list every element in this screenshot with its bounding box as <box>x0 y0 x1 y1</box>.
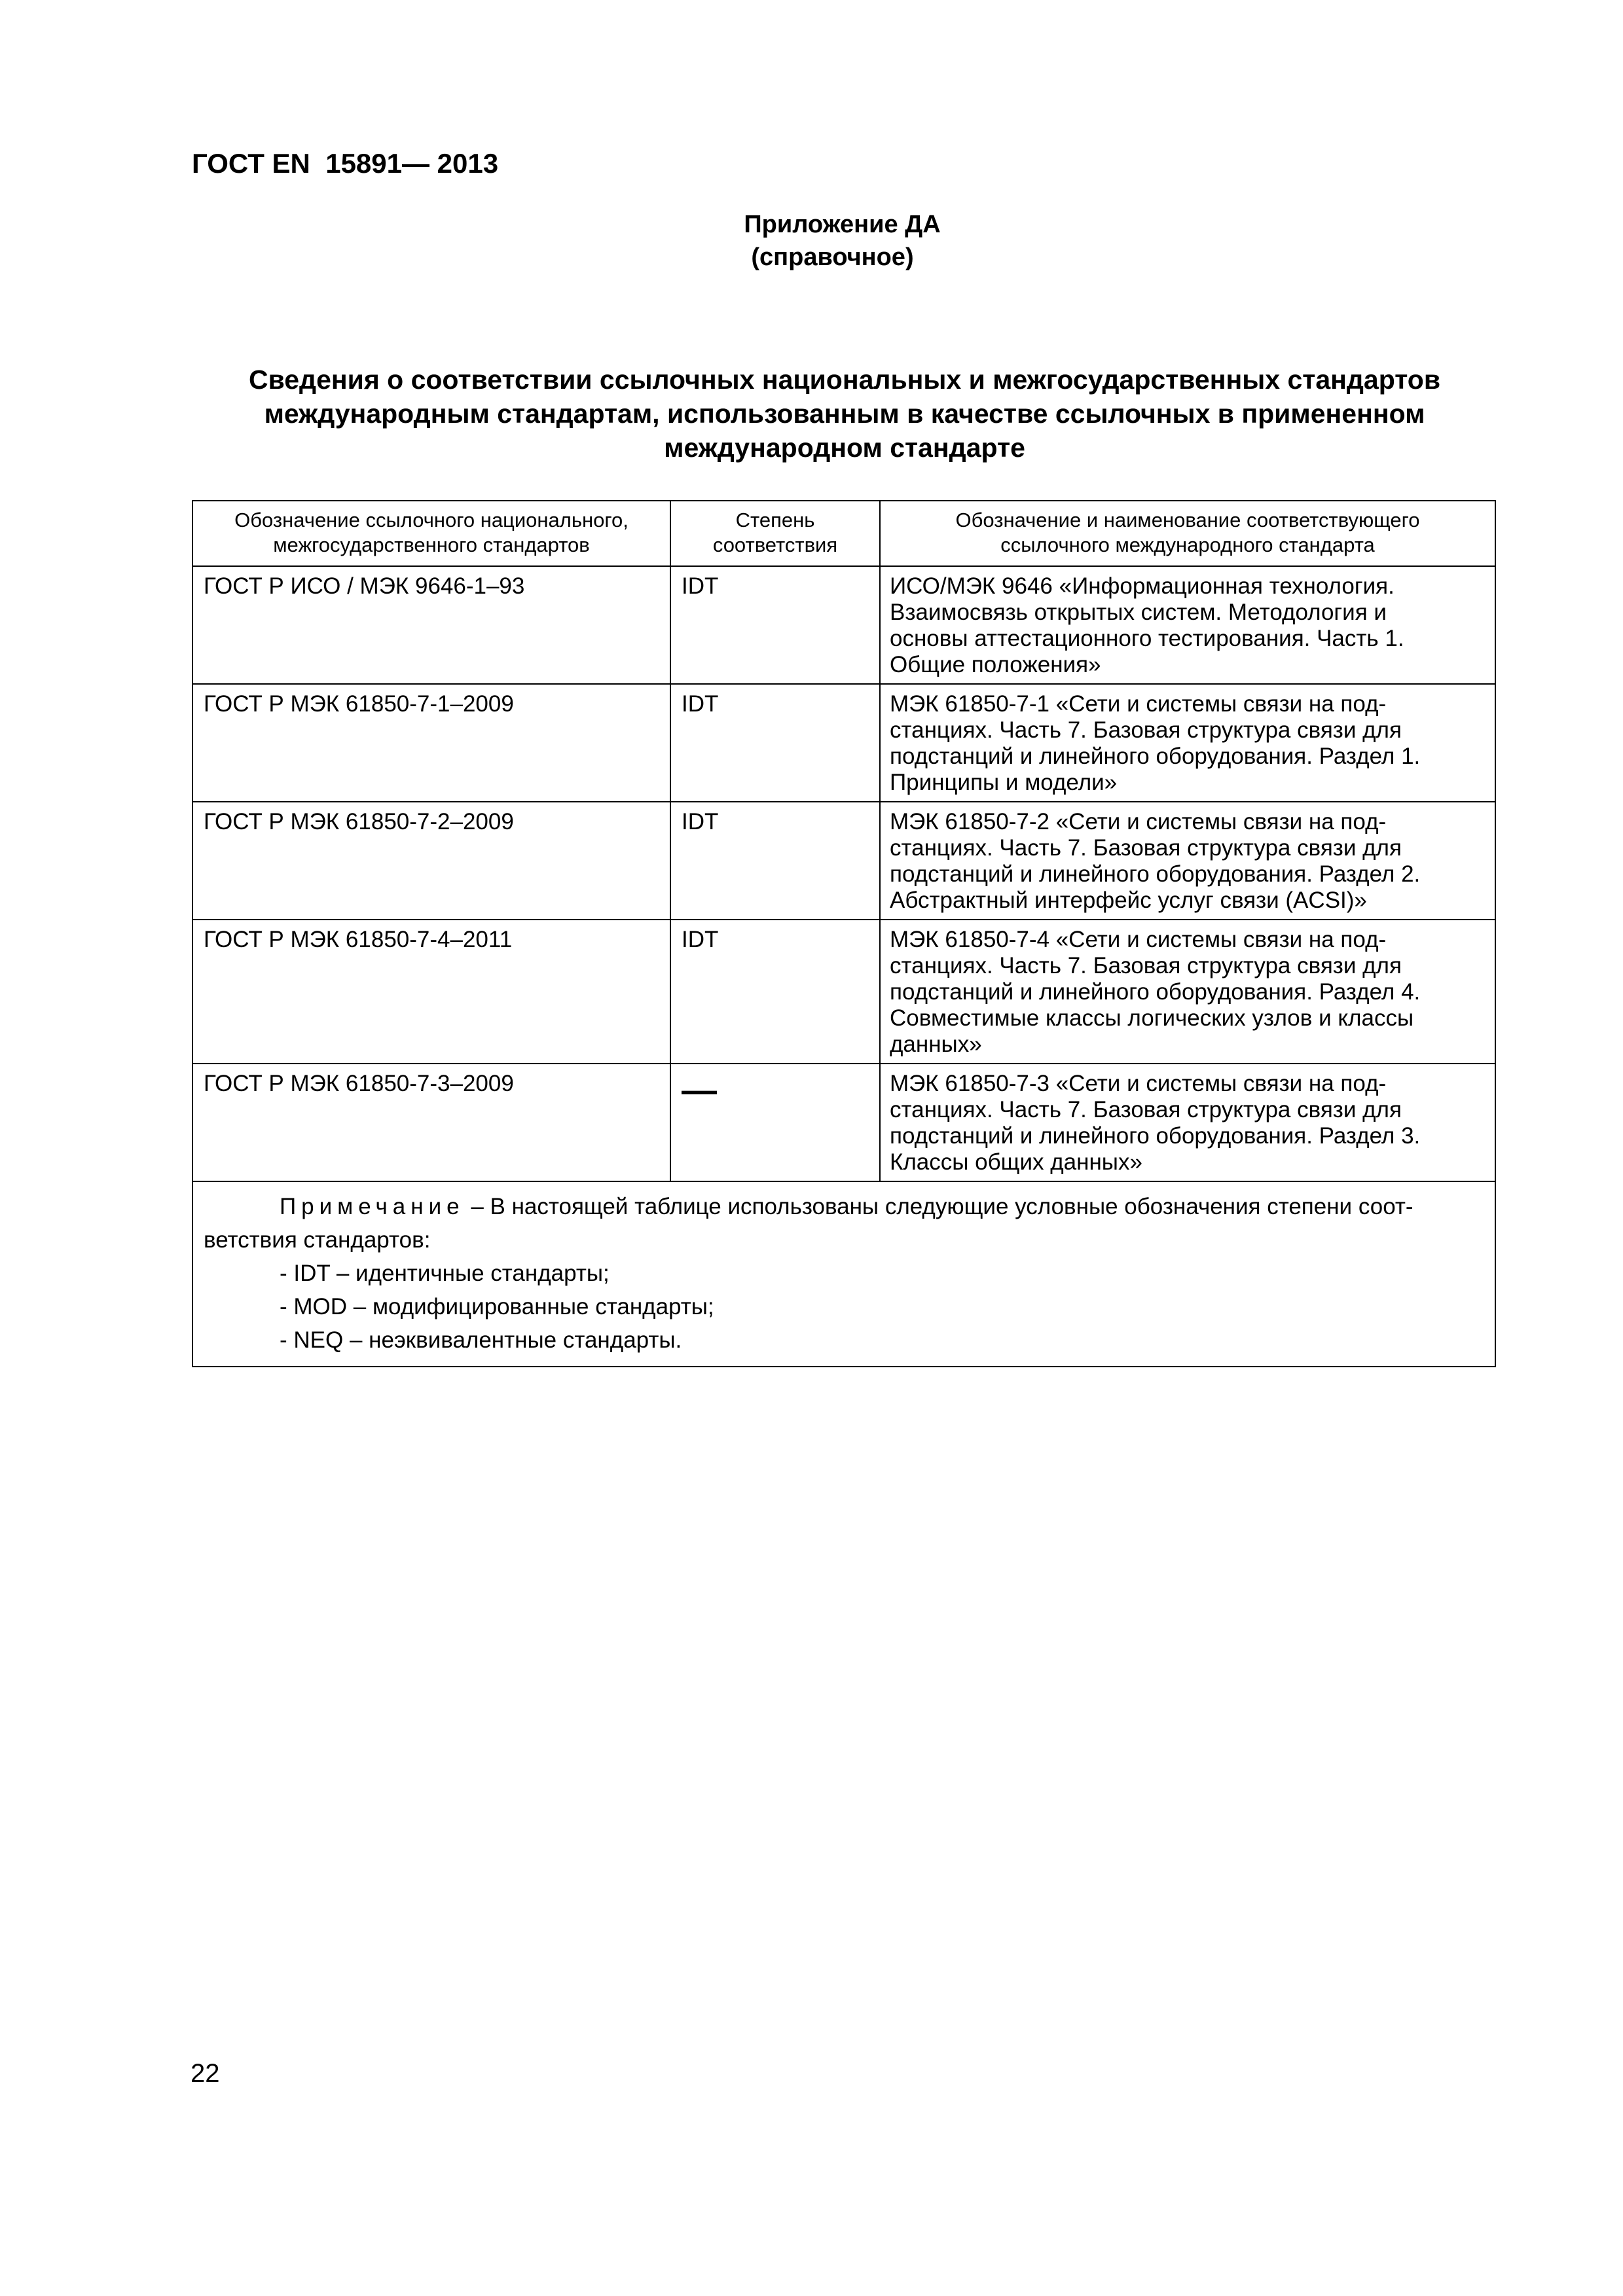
annex-title: Приложение ДА <box>744 211 941 238</box>
title-line-3: международном стандарте <box>664 433 1025 463</box>
description-line: подстанций и линейного оборудования. Раздел 3. <box>890 1123 1421 1149</box>
header-1-line-2: межгосударственного стандартов <box>273 533 590 556</box>
degree-cell: IDT <box>670 802 880 920</box>
description-line: основы аттестационного тестирования. Часть 1. <box>890 626 1404 651</box>
header-3-line-2: ссылочного международного стандарта <box>1000 533 1375 556</box>
note-item: - NEQ – неэквивалентные стандарты. <box>280 1327 682 1353</box>
description-line: МЭК 61850-7-2 «Сети и системы связи на под- <box>890 809 1387 834</box>
description-line: МЭК 61850-7-3 «Сети и системы связи на под- <box>890 1071 1387 1096</box>
degree-cell: IDT <box>670 566 880 684</box>
description-line: данных» <box>890 1031 982 1057</box>
description-line: МЭК 61850-7-4 «Сети и системы связи на под- <box>890 927 1387 952</box>
description-line: станциях. Часть 7. Базовая структура связи для <box>890 1097 1402 1122</box>
description-line: станциях. Часть 7. Базовая структура связи для <box>890 953 1402 978</box>
description-line: Абстрактный интерфейс услуг связи (ACSI)» <box>890 888 1367 913</box>
table-row <box>192 920 1495 1064</box>
header-international-designation <box>880 501 1495 566</box>
table-note <box>192 1181 1495 1367</box>
annex-type: (справочное) <box>751 243 914 271</box>
table-row <box>192 802 1495 920</box>
note-item: - IDT – идентичные стандарты; <box>280 1261 610 1286</box>
description-line: подстанций и линейного оборудования. Раздел 2. <box>890 861 1421 887</box>
description-line: станциях. Часть 7. Базовая структура связи для <box>890 835 1402 861</box>
description-line: Принципы и модели» <box>890 770 1118 795</box>
description-line: Классы общих данных» <box>890 1149 1142 1175</box>
national-standard-cell: ГОСТ Р МЭК 61850-7-4–2011 <box>192 920 670 1064</box>
title-line-1: Сведения о соответствии ссылочных национальных и межгосударственных стандартов <box>248 365 1441 395</box>
description-line: подстанций и линейного оборудования. Раздел 4. <box>890 979 1421 1005</box>
standards-correspondence-table <box>192 500 1496 1367</box>
table-row <box>192 566 1495 684</box>
document-code: ГОСТ EN 15891— 2013 <box>192 148 499 179</box>
degree-cell <box>670 1064 880 1181</box>
header-2-line-1: Степень <box>735 509 815 531</box>
description-line: МЭК 61850-7-1 «Сети и системы связи на под- <box>890 691 1387 717</box>
national-standard-cell: ГОСТ Р МЭК 61850-7-2–2009 <box>192 802 670 920</box>
description-line: Совместимые классы логических узлов и классы <box>890 1005 1414 1031</box>
international-standard-cell <box>880 1064 1495 1181</box>
degree-cell: IDT <box>670 920 880 1064</box>
description-line: Общие положения» <box>890 652 1101 677</box>
note-label: Примечание <box>280 1194 465 1219</box>
annex-heading <box>0 208 1623 274</box>
national-standard-cell: ГОСТ Р МЭК 61850-7-3–2009 <box>192 1064 670 1181</box>
header-national-designation <box>192 501 670 566</box>
header-degree <box>670 501 880 566</box>
table-note-row <box>192 1181 1495 1367</box>
international-standard-cell <box>880 566 1495 684</box>
table-row <box>192 684 1495 802</box>
degree-cell: IDT <box>670 684 880 802</box>
table-row <box>192 1064 1495 1181</box>
national-standard-cell: ГОСТ Р ИСО / МЭК 9646-1–93 <box>192 566 670 684</box>
header-3-line-1: Обозначение и наименование соответствующего <box>955 509 1420 531</box>
note-line-1 <box>204 1190 1483 1223</box>
description-line: станциях. Часть 7. Базовая структура связи для <box>890 717 1402 743</box>
page-number: 22 <box>191 2059 220 2088</box>
description-line: подстанций и линейного оборудования. Раздел 1. <box>890 744 1421 769</box>
note-text-1: – В настоящей таблице использованы следующие условные обозначения степени соот- <box>464 1194 1413 1219</box>
note-line-2: ветствия стандартов: <box>204 1227 431 1253</box>
description-line: Взаимосвязь открытых систем. Методология и <box>890 600 1387 625</box>
table-header-row <box>192 501 1495 566</box>
national-standard-cell: ГОСТ Р МЭК 61850-7-1–2009 <box>192 684 670 802</box>
title-line-2: международным стандартам, использованным в качестве ссылочных в примененном <box>264 399 1425 429</box>
international-standard-cell <box>880 684 1495 802</box>
international-standard-cell <box>880 802 1495 920</box>
header-1-line-1: Обозначение ссылочного национального, <box>234 509 629 531</box>
header-2-line-2: соответствия <box>712 533 838 556</box>
no-correspondence-dash: — <box>682 1071 717 1110</box>
note-item: - MOD – модифицированные стандарты; <box>280 1294 714 1319</box>
table-title <box>196 363 1493 465</box>
international-standard-cell <box>880 920 1495 1064</box>
description-line: ИСО/МЭК 9646 «Информационная технология. <box>890 573 1395 599</box>
